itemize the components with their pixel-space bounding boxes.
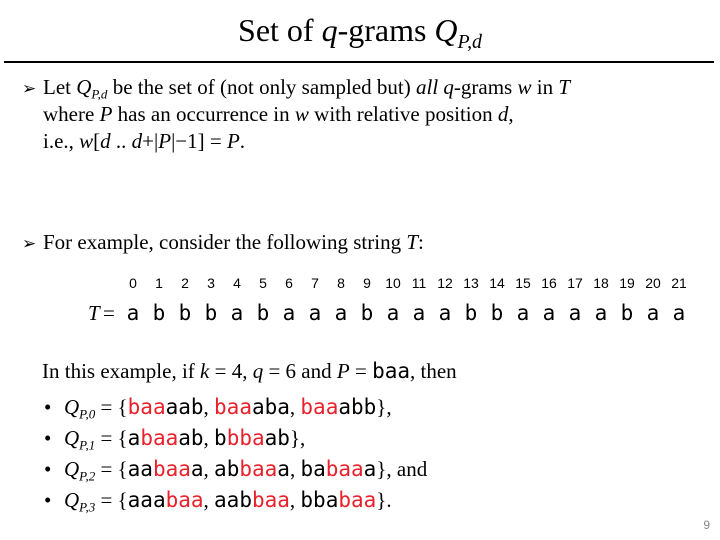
string-char: a — [594, 301, 608, 325]
qgram-set-list — [40, 394, 427, 518]
set-open: = { — [95, 395, 128, 419]
string-index: 19 — [619, 275, 635, 291]
string-index: 3 — [207, 275, 215, 291]
string-index: 18 — [593, 275, 609, 291]
string-char: b — [178, 301, 192, 325]
set-open: = { — [95, 457, 128, 481]
string-char: a — [282, 301, 296, 325]
string-char: b — [204, 301, 218, 325]
string-index: 20 — [645, 275, 661, 291]
string-index: 17 — [567, 275, 583, 291]
qgram-context: a — [127, 426, 141, 450]
pattern-occurrence: baa — [214, 395, 252, 419]
qgram-set-item: • $Q_{P,1}$ = {abaaab, bbbaab}, — [44, 426, 306, 453]
qgram-context: ab — [178, 426, 204, 450]
set-symbol: Q — [64, 426, 80, 450]
pattern-occurrence: baa — [300, 395, 339, 419]
bullet-dot: • — [44, 457, 52, 481]
pattern-occurrence: baa — [140, 426, 179, 450]
qgram — [214, 488, 290, 512]
string-equals: = — [103, 301, 115, 325]
string-index: 0 — [129, 275, 137, 291]
set-symbol: Q — [64, 488, 80, 512]
pattern-occurrence: baa — [165, 488, 204, 512]
set-subscript: P,2 — [79, 468, 96, 484]
string-char: b — [152, 301, 166, 325]
qgram — [300, 488, 376, 512]
string-index: 9 — [363, 275, 371, 291]
string-char: a — [516, 301, 530, 325]
string-char: a — [334, 301, 348, 325]
string-index: 2 — [181, 275, 189, 291]
pattern-occurrence: baa — [338, 488, 377, 512]
set-subscript: P,0 — [79, 406, 96, 422]
set-close: }, — [289, 426, 306, 450]
bullet-dot: • — [44, 395, 52, 419]
qgram-context: ba — [300, 457, 326, 481]
string-index: 8 — [337, 275, 345, 291]
slide-title: Set of q-grams $Q_{P,d}$ — [238, 12, 482, 53]
set-open: = { — [95, 488, 128, 512]
arrow-bullet-icon: ➢ — [22, 234, 37, 254]
qgram-context: a — [190, 457, 204, 481]
string-index: 11 — [411, 275, 427, 291]
qgram-context: bba — [300, 488, 339, 512]
arrow-bullet-icon: ➢ — [22, 79, 37, 99]
string-index: 12 — [437, 275, 453, 291]
string-char: a — [230, 301, 244, 325]
qgram-context: abb — [338, 395, 377, 419]
string-char: b — [490, 301, 504, 325]
qgram — [214, 395, 290, 419]
string-char: a — [568, 301, 582, 325]
qgram-set-item: • $Q_{P,0}$ = {baaaab, baaaba, baaabb}, — [44, 395, 392, 422]
title-underline — [4, 61, 714, 63]
qgram — [214, 457, 290, 481]
string-char: a — [308, 301, 322, 325]
pattern-occurrence: baa — [127, 395, 166, 419]
example-intro: In this example, if k = 4, q = 6 and P = baa, then — [42, 359, 457, 383]
page-number: 9 — [703, 518, 710, 532]
qgram-context: aaa — [127, 488, 166, 512]
qgram-context: a — [277, 457, 290, 481]
qgram-context: aba — [251, 395, 290, 419]
string-char: a — [672, 301, 686, 325]
qgram-context: aab — [214, 488, 252, 512]
qgram-set-item: • $Q_{P,2}$ = {aabaaa, abbaaa, babaaa}, and — [44, 457, 428, 484]
string-index: 21 — [671, 275, 687, 291]
qgram-context: ab — [214, 457, 240, 481]
set-subscript: P,1 — [79, 437, 96, 453]
definition-text: Let $Q_{P,d}$ be the set of (not only sampled but) all q-grams w in T where P has an occurrence in w with relative position d, i.e., w[d .. d+|P|−1] = P. — [43, 75, 571, 153]
qgram-context: b — [214, 426, 227, 450]
set-subscript: P,3 — [79, 499, 96, 515]
string-index: 14 — [489, 275, 505, 291]
qgram — [300, 457, 376, 481]
pattern-occurrence: bba — [226, 426, 265, 450]
qgram — [214, 426, 290, 450]
string-index: 4 — [233, 275, 241, 291]
string-index: 13 — [463, 275, 479, 291]
qgram-context: a — [363, 457, 377, 481]
example-text: For example, consider the following string T: — [43, 230, 424, 254]
string-char: b — [464, 301, 478, 325]
string-char: a — [542, 301, 556, 325]
string-char: a — [412, 301, 426, 325]
string-char: a — [646, 301, 660, 325]
string-index: 5 — [259, 275, 267, 291]
bullet-dot: • — [44, 488, 52, 512]
string-char: b — [360, 301, 374, 325]
qgram — [128, 457, 204, 481]
set-open: = { — [95, 426, 128, 450]
pattern-occurrence: baa — [239, 457, 278, 481]
pattern-occurrence: baa — [325, 457, 364, 481]
set-close: }. — [376, 488, 392, 512]
qgram-context: aa — [127, 457, 153, 481]
qgram — [128, 488, 204, 512]
string-char: a — [386, 301, 400, 325]
qgram-set-item: • $Q_{P,3}$ = {aaabaa, aabbaa, bbabaa}. — [44, 488, 392, 515]
pattern-occurrence: baa — [251, 488, 290, 512]
qgram — [300, 395, 376, 419]
string-index: 1 — [155, 275, 163, 291]
set-close: }, and — [376, 457, 428, 481]
string-index: 6 — [285, 275, 293, 291]
qgram-context: aab — [165, 395, 204, 419]
pattern-occurrence: baa — [152, 457, 191, 481]
bullet-dot: • — [44, 426, 52, 450]
qgram-context: ab — [264, 426, 290, 450]
string-char: b — [620, 301, 634, 325]
string-index: 16 — [541, 275, 557, 291]
string-char: a — [438, 301, 452, 325]
qgram — [128, 426, 204, 450]
string-index: 10 — [385, 275, 401, 291]
qgram — [128, 395, 204, 419]
string-index: 15 — [515, 275, 531, 291]
string-label: T — [88, 301, 100, 325]
string-char: b — [256, 301, 270, 325]
set-symbol: Q — [64, 457, 80, 481]
string-char: a — [126, 301, 140, 325]
set-close: }, — [376, 395, 392, 419]
set-symbol: Q — [64, 395, 80, 419]
string-index: 7 — [311, 275, 319, 291]
